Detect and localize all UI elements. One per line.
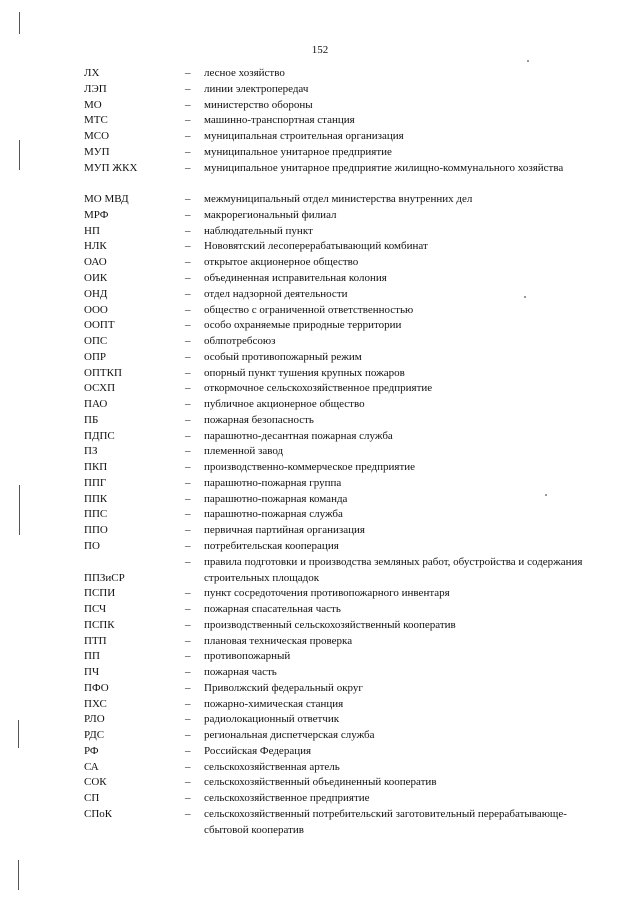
scan-mark [18,720,19,748]
abbreviation: ПЧ [84,666,100,679]
abbreviation-row [0,712,640,728]
dash-separator: – [185,256,191,269]
dash-separator: – [185,145,191,158]
abbreviation: ОПР [84,350,107,363]
abbreviation: ПХС [84,697,107,710]
definition: объединенная исправительная колония [204,271,387,284]
dash-separator: – [185,287,191,300]
definition: опорный пункт тушения крупных пожаров [204,366,405,379]
definition: пункт сосредоточения противопожарного инвентаря [204,587,450,600]
abbreviation-row [0,760,640,776]
definition: производственный сельскохозяйственный кооператив [204,618,456,631]
dash-separator: – [185,650,191,663]
dash-separator: – [185,193,191,206]
definition: парашютно-десантная пожарная служба [204,429,393,442]
abbreviation: МО [84,98,102,111]
dash-separator: – [185,114,191,127]
definition: первичная партийная организация [204,524,365,537]
dash-separator: – [185,82,191,95]
dash-separator: – [185,508,191,521]
abbreviation: ООО [84,303,108,316]
definition: Российская Федерация [204,744,312,757]
abbreviation: ПТП [84,634,107,647]
abbreviation: РДС [84,729,105,742]
abbreviation: МУП [84,145,110,158]
dash-separator: – [185,350,191,363]
abbreviation-row [0,728,640,744]
definition: региональная диспетчерская служба [204,729,375,742]
definition: производственно-коммерческое предприятие [204,461,416,474]
definition: сельскохозяйственное предприятие [204,792,370,805]
dash-separator: – [185,98,191,111]
dash-separator: – [185,744,191,757]
definition: облпотребсоюз [204,335,276,348]
abbreviation-row [0,602,640,618]
definition: парашютно-пожарная группа [204,476,342,489]
abbreviation: ЛЭП [84,82,107,95]
abbreviation-row [0,681,640,697]
abbreviation-row [0,161,640,193]
abbreviation: ППГ [84,476,107,489]
abbreviation: ПФО [84,681,109,694]
dash-separator: – [185,539,191,552]
scan-dot [524,296,526,298]
dash-separator: – [185,67,191,79]
definition: публичное акционерное общество [204,398,365,411]
abbreviation: ПДПС [84,429,115,442]
scan-mark [19,12,20,34]
definition: отдел надзорной деятельности [204,287,348,300]
abbreviation-row [0,539,640,555]
dash-separator: – [185,224,191,237]
abbreviation: НП [84,224,100,237]
abbreviation-row [0,334,640,350]
definition: пожарная спасательная часть [204,603,341,616]
abbreviation-row [0,208,640,224]
abbreviation-row [0,460,640,476]
scan-mark [19,485,20,535]
dash-separator: – [185,729,191,742]
dash-separator: – [185,760,191,773]
dash-separator: – [185,398,191,411]
abbreviation-row [0,413,640,429]
dash-separator: – [185,618,191,631]
dash-separator: – [185,303,191,316]
definition: радиолокационный ответчик [204,713,340,726]
abbreviation-row [0,366,640,382]
abbreviation: СПоК [84,808,113,821]
abbreviation-row [0,649,640,665]
abbreviation-row [0,523,640,539]
dash-separator: – [185,524,191,537]
abbreviation: МРФ [84,208,109,221]
dash-separator: – [185,603,191,616]
abbreviation-row [0,224,640,240]
abbreviation: ОАО [84,256,107,269]
abbreviation: ПСПИ [84,587,116,600]
abbreviation-row [0,555,640,587]
scan-mark [19,140,20,170]
definition: машинно-транспортная станция [204,114,355,127]
abbreviation: ОПТКП [84,366,122,379]
definition: муниципальное унитарное предприятие [204,145,392,158]
abbreviation: РЛО [84,713,105,726]
definition: сельскохозяйственный потребительский заготовительный перерабатывающе-сбытовой кооператив [204,808,567,836]
definition: муниципальное унитарное предприятие жилищно-коммунального хозяйства [204,161,564,174]
dash-separator: – [185,555,191,568]
definition: сельскохозяйственная артель [204,760,340,773]
definition: плановая техническая проверка [204,634,353,647]
definition: парашютно-пожарная команда [204,492,348,505]
abbreviation: ППК [84,492,108,505]
definition: лесное хозяйство [204,67,285,79]
definition: Приволжский федеральный округ [204,681,363,694]
dash-separator: – [185,776,191,789]
dash-separator: – [185,808,191,821]
abbreviation: ОИК [84,271,108,284]
abbreviation-row [0,634,640,650]
abbreviation: ПЗ [84,445,98,458]
abbreviation-row [0,287,640,303]
dash-separator: – [185,429,191,442]
dash-separator: – [185,161,191,174]
abbreviation: СП [84,792,100,805]
definition: общество с ограниченной ответственностью [204,303,414,316]
abbreviation: ППЗиСР [84,571,125,584]
dash-separator: – [185,697,191,710]
definition: министерство обороны [204,98,313,111]
abbreviation-row [0,507,640,523]
definition: парашютно-пожарная служба [204,508,343,521]
abbreviation-row [0,271,640,287]
dash-separator: – [185,208,191,221]
abbreviation-list [0,66,640,839]
abbreviation-row [0,397,640,413]
abbreviation-row [0,303,640,319]
definition: Нововятский лесоперерабатывающий комбинат [204,240,428,253]
definition: пожарно-химическая станция [204,697,344,710]
abbreviation: ЛХ [84,67,100,79]
abbreviation: МСО [84,130,110,143]
abbreviation: ПСЧ [84,603,107,616]
abbreviation-row [0,113,640,129]
abbreviation: СА [84,760,99,773]
definition: особо охраняемые природные территории [204,319,402,332]
definition: пожарная безопасность [204,413,314,426]
dash-separator: – [185,382,191,395]
abbreviation-row [0,429,640,445]
scan-mark [18,860,19,890]
abbreviation: ППС [84,508,108,521]
abbreviation: ПКП [84,461,108,474]
definition: правила подготовки и производства земляных работ, обустройства и содержания строительных площадок [204,555,583,584]
dash-separator: – [185,681,191,694]
abbreviation: ПБ [84,413,99,426]
definition: межмуниципальный отдел министерства внутренних дел [204,193,473,206]
abbreviation: ООПТ [84,319,115,332]
definition: сельскохозяйственный объединенный кооператив [204,776,437,789]
abbreviation-row [0,744,640,760]
abbreviation: ПП [84,650,100,663]
page-number: 152 [311,44,329,56]
abbreviation-row [0,476,640,492]
abbreviation-row [0,618,640,634]
abbreviation: РФ [84,744,99,757]
abbreviation: СОК [84,776,107,789]
abbreviation-row [0,586,640,602]
dash-separator: – [185,413,191,426]
definition: линии электропередач [204,82,309,95]
dash-separator: – [185,792,191,805]
abbreviation-row [0,807,640,839]
abbreviation: ПАО [84,398,108,411]
abbreviation: МО МВД [84,193,129,206]
abbreviation-row [0,381,640,397]
dash-separator: – [185,240,191,253]
abbreviation-row [0,255,640,271]
dash-separator: – [185,319,191,332]
abbreviation-row [0,129,640,145]
abbreviation: ОПС [84,335,108,348]
abbreviation: ПО [84,539,100,552]
abbreviation-row [0,697,640,713]
abbreviation-row [0,82,640,98]
abbreviation: ОСХП [84,382,116,395]
abbreviation: ППО [84,524,108,537]
dash-separator: – [185,713,191,726]
abbreviation-row [0,239,640,255]
dash-separator: – [185,271,191,284]
abbreviation-row [0,791,640,807]
abbreviation-row [0,318,640,334]
abbreviation: ПСПК [84,618,115,631]
definition: племенной завод [204,445,284,458]
dash-separator: – [185,335,191,348]
abbreviation: МТС [84,114,108,127]
abbreviation-row [0,350,640,366]
dash-separator: – [185,666,191,679]
definition: откормочное сельскохозяйственное предприятие [204,382,433,395]
abbreviation-row [0,145,640,161]
definition: противопожарный [204,650,291,663]
dash-separator: – [185,461,191,474]
dash-separator: – [185,492,191,505]
abbreviation: ОНД [84,287,108,300]
abbreviation-row [0,665,640,681]
scan-dot [545,494,547,496]
definition: наблюдательный пункт [204,224,313,237]
dash-separator: – [185,587,191,600]
dash-separator: – [185,634,191,647]
dash-separator: – [185,366,191,379]
dash-separator: – [185,130,191,143]
definition: пожарная часть [204,666,277,679]
scan-dot [527,60,529,62]
definition: особый противопожарный режим [204,350,362,363]
dash-separator: – [185,445,191,458]
abbreviation-row [0,192,640,208]
abbreviation-row [0,98,640,114]
abbreviation-row [0,775,640,791]
definition: макрорегиональный филиал [204,208,337,221]
abbreviation: МУП ЖКХ [84,161,138,174]
dash-separator: – [185,476,191,489]
definition: открытое акционерное общество [204,256,359,269]
abbreviation-row [0,444,640,460]
abbreviation-row [0,492,640,508]
definition: муниципальная строительная организация [204,130,404,143]
abbreviation: НЛК [84,240,107,253]
abbreviation-row [0,66,640,82]
definition: потребительская кооперация [204,539,339,552]
